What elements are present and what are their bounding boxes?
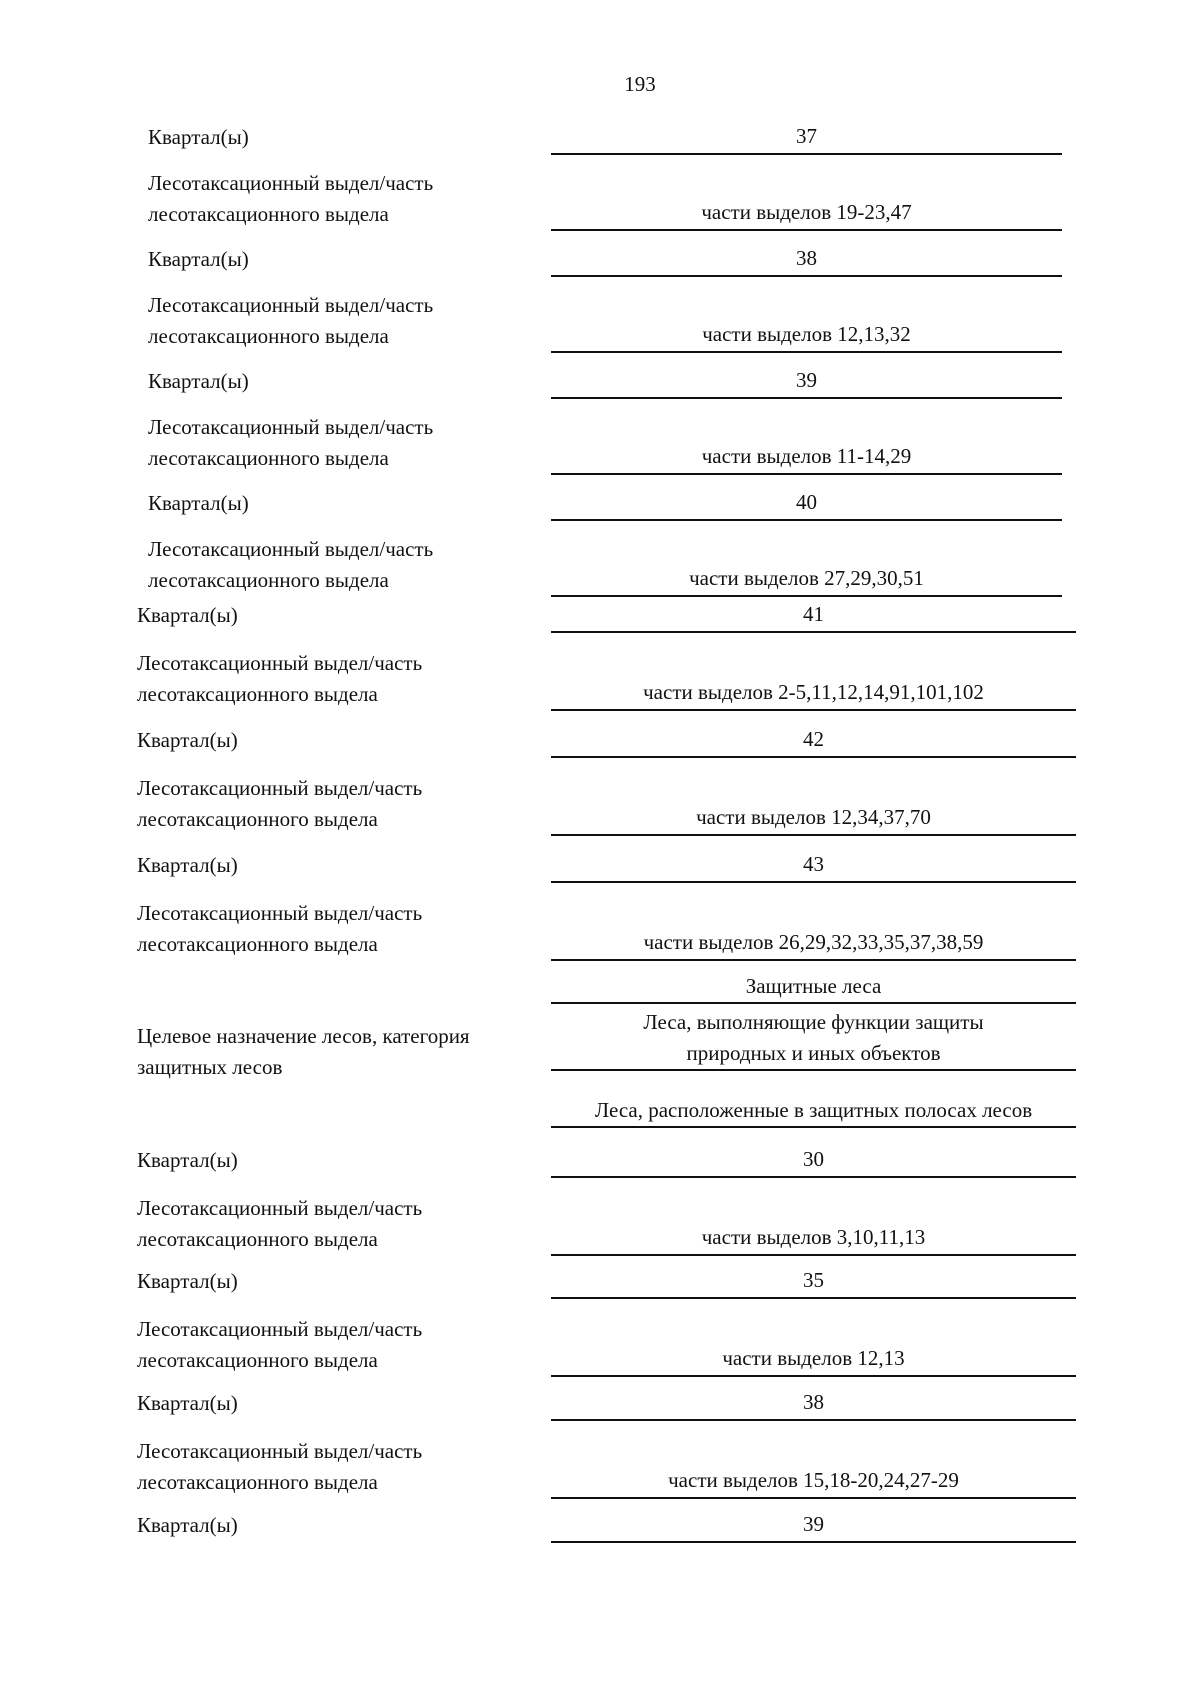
allotment-value: части выделов 2-5,11,12,14,91,101,102	[551, 680, 1076, 711]
allotment-value: части выделов 3,10,11,13	[551, 1225, 1076, 1256]
allotment-value: части выделов 27,29,30,51	[551, 566, 1062, 597]
allotment-label-line2: лесотаксационного выдела	[137, 1348, 378, 1372]
allotment-label-line1: Лесотаксационный выдел/часть	[148, 171, 434, 195]
allotment-label-line1: Лесотаксационный выдел/часть	[137, 1196, 423, 1220]
allotment-value: части выделов 12,13	[551, 1346, 1076, 1377]
quarter-label: Квартал(ы)	[137, 603, 238, 627]
purpose-label-line1: Целевое назначение лесов, категория	[137, 1024, 470, 1048]
allotment-label-line2: лесотаксационного выдела	[148, 446, 389, 470]
quarter-label: Квартал(ы)	[137, 1148, 238, 1172]
quarter-label: Квартал(ы)	[148, 491, 249, 515]
quarter-value: 38	[551, 246, 1062, 277]
quarter-value: 39	[551, 1512, 1076, 1543]
quarter-value: 40	[551, 490, 1062, 521]
purpose-label-line2: защитных лесов	[137, 1055, 283, 1079]
forest-subcategory-value: Леса, расположенные в защитных полосах лесов	[551, 1098, 1076, 1128]
allotment-value: части выделов 12,34,37,70	[551, 805, 1076, 836]
allotment-value: части выделов 19-23,47	[551, 200, 1062, 231]
quarter-value: 37	[551, 124, 1062, 155]
allotment-value: части выделов 26,29,32,33,35,37,38,59	[551, 930, 1076, 961]
allotment-value: части выделов 11-14,29	[551, 444, 1062, 475]
allotment-label-line1: Лесотаксационный выдел/часть	[137, 1439, 423, 1463]
allotment-label-line1: Лесотаксационный выдел/часть	[137, 776, 423, 800]
allotment-label-line2: лесотаксационного выдела	[148, 324, 389, 348]
allotment-label-line2: лесотаксационного выдела	[137, 1470, 378, 1494]
allotment-label-line2: лесотаксационного выдела	[148, 568, 389, 592]
forest-type-value: Защитные леса	[551, 974, 1076, 1004]
quarter-value: 30	[551, 1147, 1076, 1178]
allotment-label-line1: Лесотаксационный выдел/часть	[137, 651, 423, 675]
allotment-label-line1: Лесотаксационный выдел/часть	[137, 901, 423, 925]
allotment-value: части выделов 12,13,32	[551, 322, 1062, 353]
quarter-value: 43	[551, 852, 1076, 883]
quarter-value: 42	[551, 727, 1076, 758]
quarter-label: Квартал(ы)	[137, 728, 238, 752]
allotment-label-line2: лесотаксационного выдела	[137, 682, 378, 706]
allotment-label-line2: лесотаксационного выдела	[137, 932, 378, 956]
quarter-label: Квартал(ы)	[137, 853, 238, 877]
quarter-label: Квартал(ы)	[137, 1391, 238, 1415]
allotment-label-line1: Лесотаксационный выдел/часть	[148, 415, 434, 439]
quarter-value: 38	[551, 1390, 1076, 1421]
quarter-value: 41	[551, 602, 1076, 633]
quarter-label: Квартал(ы)	[148, 125, 249, 149]
allotment-label-line2: лесотаксационного выдела	[137, 1227, 378, 1251]
allotment-value: части выделов 15,18-20,24,27-29	[551, 1468, 1076, 1499]
page-number: 193	[624, 72, 656, 96]
forest-category-value	[551, 1007, 1076, 1071]
quarter-label: Квартал(ы)	[148, 369, 249, 393]
allotment-label-line1: Лесотаксационный выдел/часть	[137, 1317, 423, 1341]
quarter-label: Квартал(ы)	[148, 247, 249, 271]
quarter-label: Квартал(ы)	[137, 1269, 238, 1293]
quarter-label: Квартал(ы)	[137, 1513, 238, 1537]
allotment-label-line1: Лесотаксационный выдел/часть	[148, 293, 434, 317]
allotment-label-line2: лесотаксационного выдела	[148, 202, 389, 226]
forest-category-line1: Леса, выполняющие функции защиты	[643, 1010, 984, 1034]
forest-category-line2: природных и иных объектов	[686, 1041, 941, 1065]
quarter-value: 39	[551, 368, 1062, 399]
quarter-value: 35	[551, 1268, 1076, 1299]
allotment-label-line1: Лесотаксационный выдел/часть	[148, 537, 434, 561]
allotment-label-line2: лесотаксационного выдела	[137, 807, 378, 831]
